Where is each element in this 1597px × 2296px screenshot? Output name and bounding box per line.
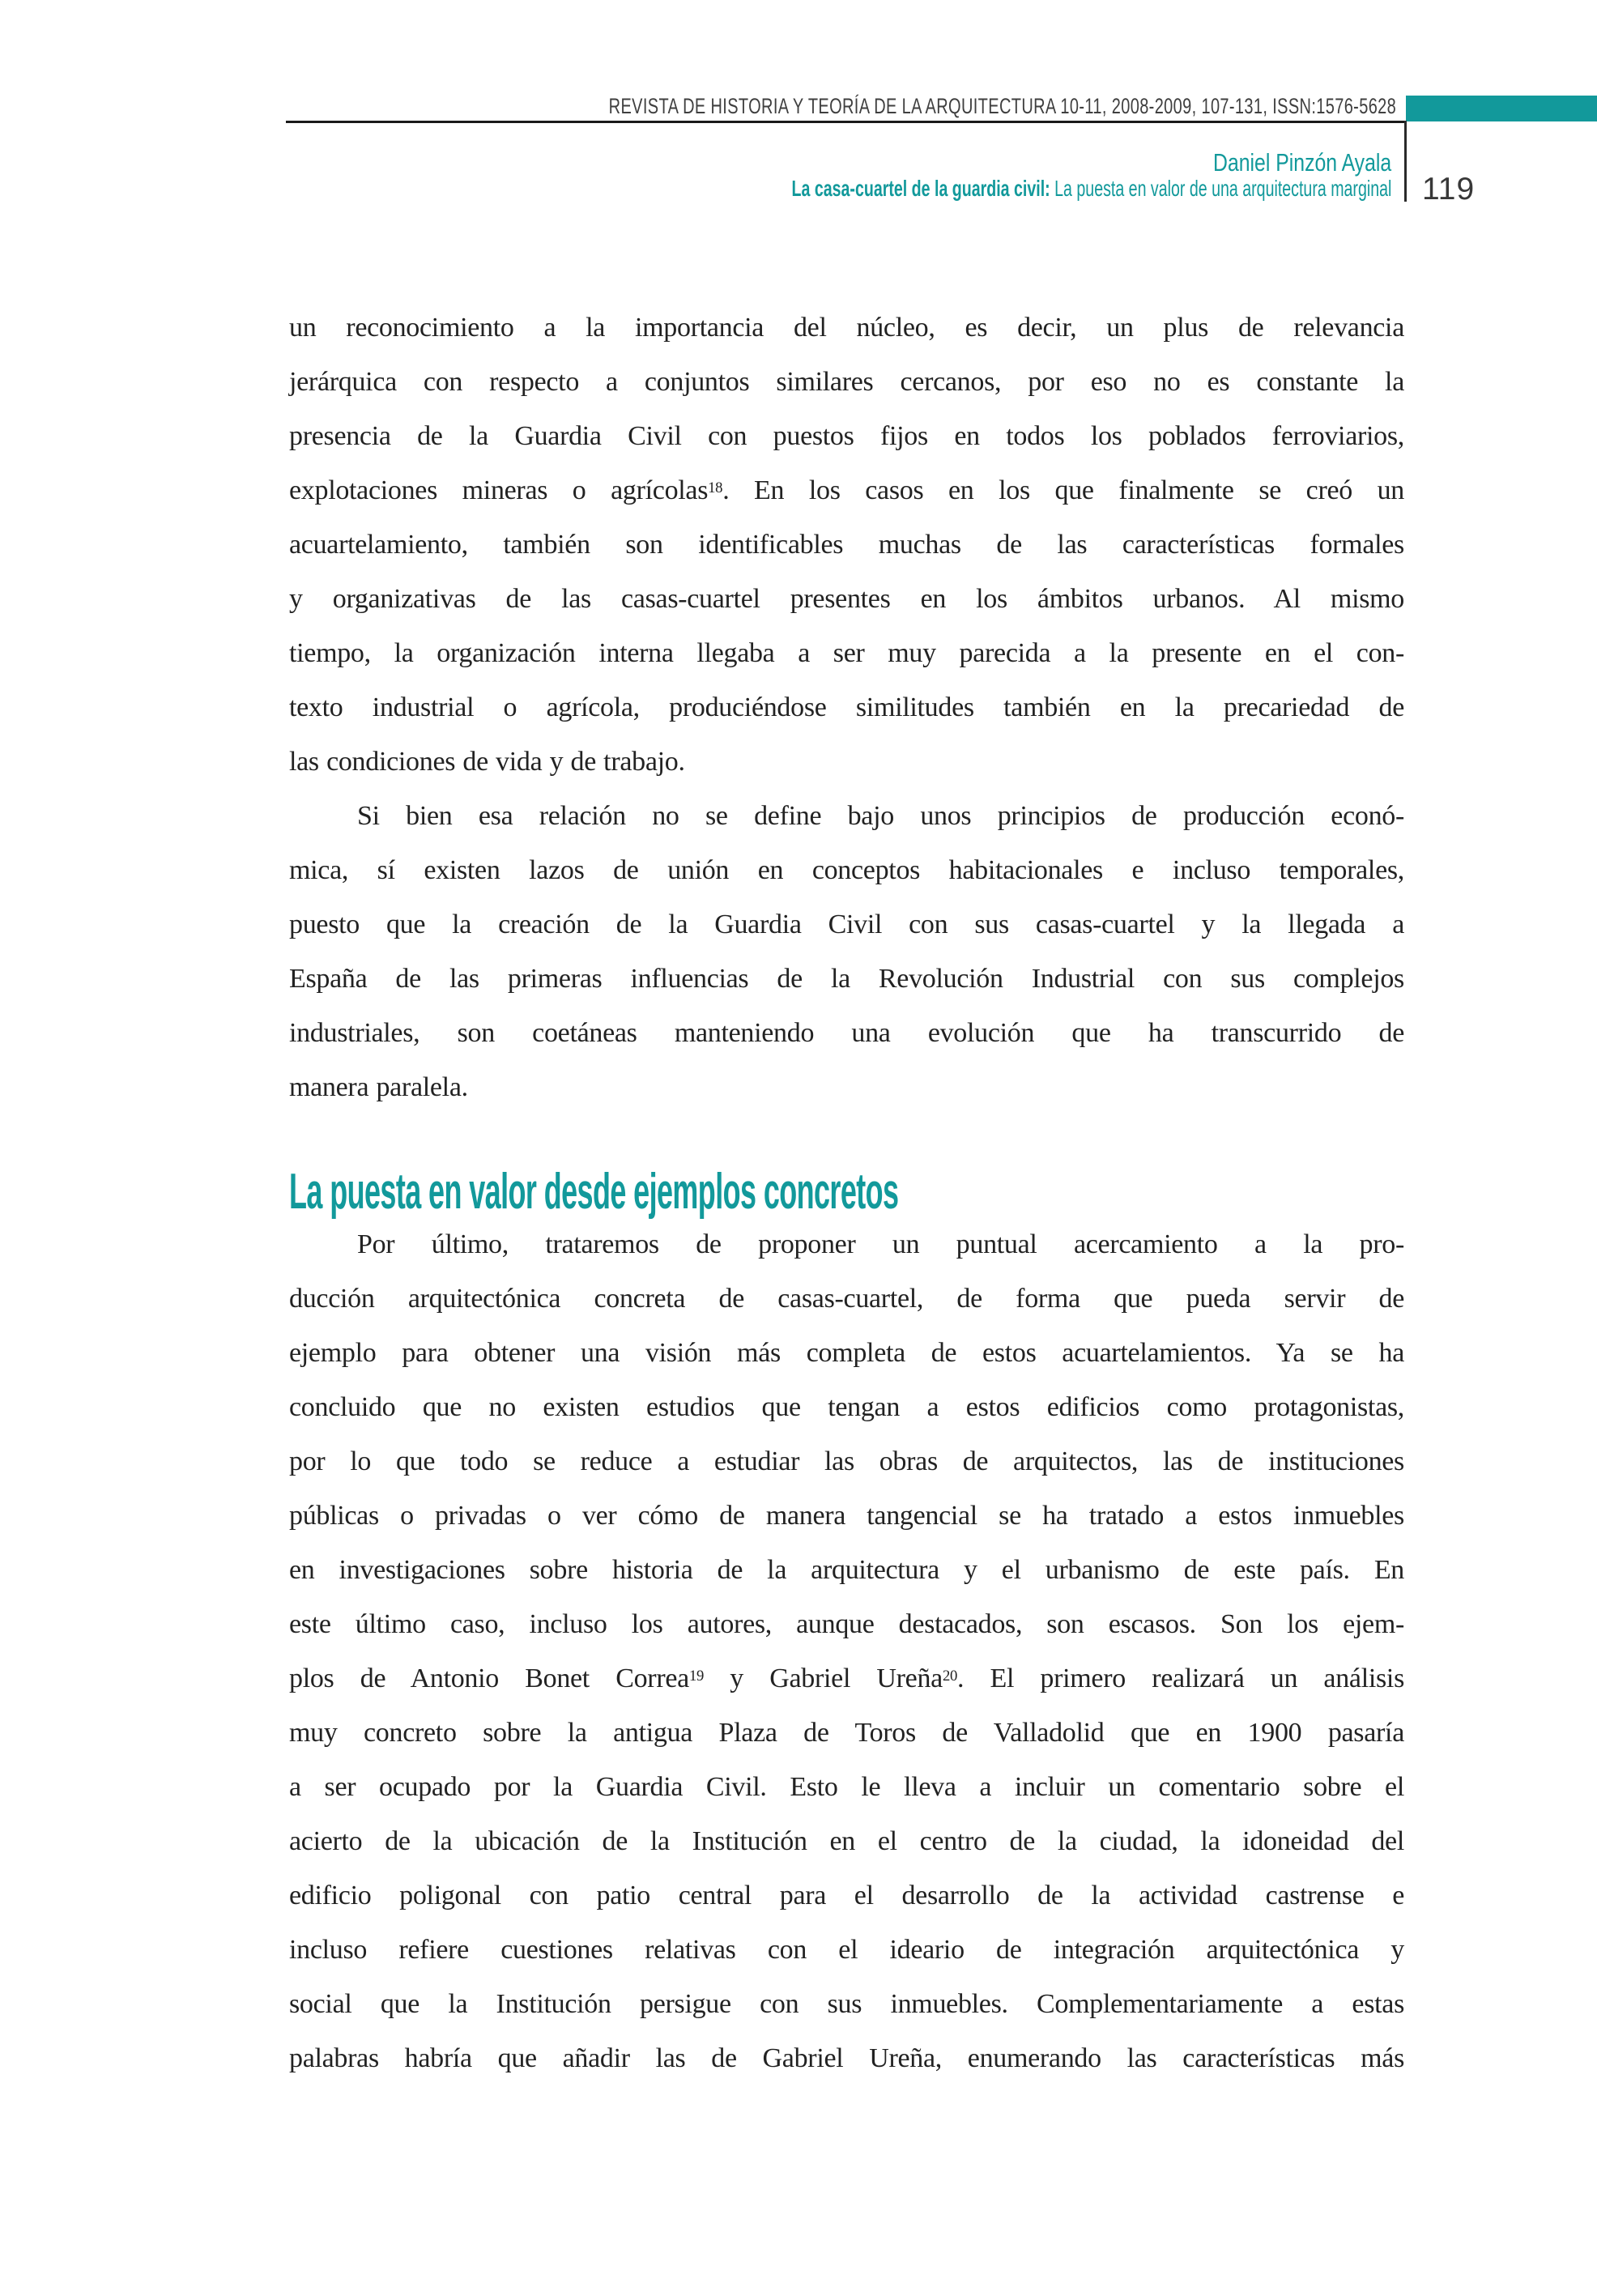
body-text bbox=[289, 300, 1404, 2085]
journal-header-line: REVISTA DE HISTORIA Y TEORÍA DE LA ARQUITECTURA 10-11, 2008-2009, 107-131, ISSN:1576-5628 bbox=[608, 94, 1396, 118]
text-line: jerárquica con respecto a conjuntos similares cercanos, por eso no es constante la bbox=[289, 367, 1404, 397]
text-line: acuartelamiento, también son identificables muchas de las características formales bbox=[289, 530, 1404, 560]
paragraph bbox=[289, 300, 1404, 789]
footnote-reference: 19 bbox=[688, 1667, 705, 1685]
footnote-reference: 18 bbox=[708, 479, 723, 496]
text-line: las condiciones de vida y de trabajo. bbox=[289, 747, 685, 777]
text-line: concluido que no existen estudios que tengan a estos edificios como protagonistas, bbox=[289, 1392, 1404, 1422]
article-title-subtitle: La puesta en valor de una arquitectura marginal bbox=[1050, 176, 1391, 201]
text-line: a ser ocupado por la Guardia Civil. Esto le lleva a incluir un comentario sobre el bbox=[289, 1772, 1404, 1802]
text-line: presencia de la Guardia Civil con puestos fijos en todos los poblados ferroviarios, bbox=[289, 421, 1404, 451]
text-line: tiempo, la organización interna llegaba a ser muy parecida a la presente en el con- bbox=[289, 638, 1404, 668]
section-heading: La puesta en valor desde ejemplos concretos bbox=[289, 1164, 899, 1220]
header-rule bbox=[286, 121, 1406, 123]
footnote-reference: 20 bbox=[942, 1667, 958, 1685]
text-line: ducción arquitectónica concreta de casas-cuartel, de forma que pueda servir de bbox=[289, 1284, 1404, 1314]
text-line: social que la Institución persigue con sus inmuebles. Complementariamente a estas bbox=[289, 1989, 1404, 2019]
page-number: 119 bbox=[1422, 172, 1476, 207]
text-line: en investigaciones sobre historia de la arquitectura y el urbanismo de este país. En bbox=[289, 1555, 1404, 1585]
text-line: incluso refiere cuestiones relativas con el ideario de integración arquitectónica y bbox=[289, 1935, 1404, 1965]
article-title bbox=[791, 176, 1391, 202]
page-number-divider bbox=[1404, 121, 1407, 202]
text-line: texto industrial o agrícola, produciéndose similitudes también en la precariedad de bbox=[289, 692, 1404, 722]
text-line: edificio poligonal con patio central para el desarrollo de la actividad castrense e bbox=[289, 1881, 1404, 1910]
text-line: España de las primeras influencias de la Revolución Industrial con sus complejos bbox=[289, 964, 1404, 994]
text-line: manera paralela. bbox=[289, 1072, 468, 1102]
text-line: Si bien esa relación no se define bajo unos principios de producción econó- bbox=[357, 801, 1404, 831]
text-line: puesto que la creación de la Guardia Civil con sus casas-cuartel y la llegada a bbox=[289, 909, 1404, 939]
text-line: Por último, trataremos de proponer un puntual acercamiento a la pro- bbox=[357, 1229, 1404, 1259]
header-accent-bar bbox=[1406, 96, 1597, 121]
article-title-bold: La casa-cuartel de la guardia civil: bbox=[791, 176, 1050, 201]
text-line: y organizativas de las casas-cuartel presentes en los ámbitos urbanos. Al mismo bbox=[289, 584, 1404, 614]
text-line: mica, sí existen lazos de unión en conceptos habitacionales e incluso temporales, bbox=[289, 855, 1404, 885]
text-line: públicas o privadas o ver cómo de manera tangencial se ha tratado a estos inmuebles bbox=[289, 1501, 1404, 1531]
text-line: explotaciones mineras o agrícolas$^{18}$. En los casos en los que finalmente se creó un bbox=[289, 475, 1404, 505]
paragraph bbox=[289, 1217, 1404, 2085]
text-line: palabras habría que añadir las de Gabriel Ureña, enumerando las características más bbox=[289, 2043, 1404, 2073]
paragraph bbox=[289, 789, 1404, 1114]
author-name: Daniel Pinzón Ayala bbox=[1212, 148, 1391, 177]
text-line: por lo que todo se reduce a estudiar las obras de arquitectos, las de instituciones bbox=[289, 1446, 1404, 1476]
text-line: ejemplo para obtener una visión más completa de estos acuartelamientos. Ya se ha bbox=[289, 1338, 1404, 1368]
text-line: un reconocimiento a la importancia del núcleo, es decir, un plus de relevancia bbox=[289, 313, 1404, 343]
text-line: muy concreto sobre la antigua Plaza de Toros de Valladolid que en 1900 pasaría bbox=[289, 1718, 1404, 1748]
text-line: plos de Antonio Bonet Correa$^{19}$ y Gabriel Ureña$^{20}$. El primero realizará un análisis bbox=[289, 1663, 1404, 1693]
text-line: industriales, son coetáneas manteniendo una evolución que ha transcurrido de bbox=[289, 1018, 1404, 1048]
text-line: acierto de la ubicación de la Institución en el centro de la ciudad, la idoneidad del bbox=[289, 1826, 1404, 1856]
text-line: este último caso, incluso los autores, aunque destacados, son escasos. Son los ejem- bbox=[289, 1609, 1404, 1639]
